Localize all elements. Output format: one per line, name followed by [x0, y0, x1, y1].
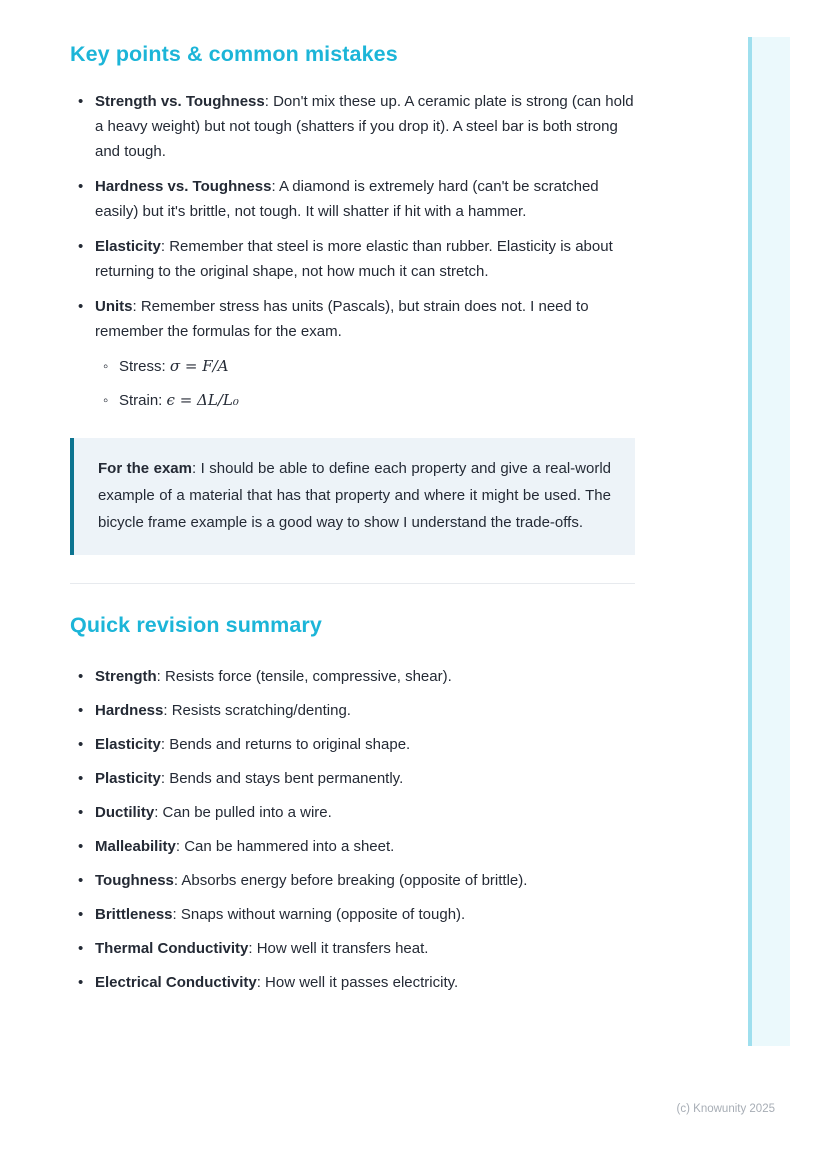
list-item-text: : Snaps without warning (opposite of tough).	[172, 906, 466, 923]
list-item	[70, 868, 635, 893]
callout-text: : I should be able to define each property and give a real-world example of a material that has that property and where it might be used. The bicycle frame example is a good way to show I understand the trade-offs.	[98, 460, 611, 531]
list-item-text: : Remember stress has units (Pascals), but strain does not. I need to remember the formulas for the exam.	[95, 298, 589, 340]
list-item-text: : Resists scratching/denting.	[163, 702, 351, 719]
list-item	[70, 294, 635, 414]
list-item-lead: Toughness	[95, 872, 174, 889]
list-item-lead: Elasticity	[95, 736, 161, 753]
list-item-text: : How well it transfers heat.	[248, 940, 429, 957]
sub-list-item	[95, 387, 635, 414]
decorative-side-strip	[748, 37, 790, 1046]
list-item-lead: Plasticity	[95, 770, 161, 787]
quick-revision-list	[70, 664, 635, 995]
list-item	[70, 970, 635, 995]
list-item-text: : A diamond is extremely hard (can't be scratched easily) but it's brittle, not tough. It will shatter if hit with a hammer.	[95, 178, 599, 220]
list-item-lead: Malleability	[95, 838, 176, 855]
list-item	[70, 936, 635, 961]
list-item	[70, 902, 635, 927]
list-item-text: : Don't mix these up. A ceramic plate is strong (can hold a heavy weight) but not tough (shatters if you drop it). A steel bar is both strong and tough.	[95, 93, 634, 160]
list-item-text: : Remember that steel is more elastic than rubber. Elasticity is about returning to the original shape, not how much it can stretch.	[95, 238, 613, 280]
exam-callout	[70, 438, 635, 555]
copyright-footer: (c) Knowunity 2025	[676, 1103, 775, 1115]
formula-strain: ϵ = ΔL/L₀	[166, 391, 239, 409]
page-content	[70, 0, 635, 1004]
formula-label: Stress:	[119, 358, 170, 375]
section-divider	[70, 583, 635, 584]
section-title-key-points: Key points & common mistakes	[70, 42, 398, 66]
list-item	[70, 89, 635, 164]
list-item	[70, 834, 635, 859]
list-item-lead: Strength vs. Toughness	[95, 93, 265, 110]
list-item-text: : Bends and stays bent permanently.	[160, 770, 404, 787]
list-item	[70, 698, 635, 723]
list-item-lead: Ductility	[95, 804, 155, 821]
list-item	[70, 664, 635, 689]
list-item-text: : Bends and returns to original shape.	[160, 736, 411, 753]
list-item	[70, 234, 635, 284]
list-item	[70, 732, 635, 757]
callout-lead: For the exam	[98, 460, 192, 477]
list-item-lead: Hardness vs. Toughness	[95, 178, 272, 195]
formula-sub-list	[95, 353, 635, 414]
list-item-text: : How well it passes electricity.	[256, 974, 459, 991]
list-item-text: : Resists force (tensile, compressive, shear).	[156, 668, 452, 685]
formula-label: Strain:	[119, 392, 167, 409]
list-item-lead: Elasticity	[95, 238, 161, 255]
list-item	[70, 800, 635, 825]
list-item-lead: Strength	[95, 668, 157, 685]
list-item-lead: Electrical Conductivity	[95, 974, 257, 991]
list-item-text: : Absorbs energy before breaking (opposite of brittle).	[173, 872, 528, 889]
formula-stress: σ = F/A	[169, 357, 229, 375]
section-title-quick-revision: Quick revision summary	[70, 613, 322, 637]
list-item-text: : Can be pulled into a wire.	[154, 804, 332, 821]
list-item	[70, 766, 635, 791]
list-item-lead: Units	[95, 298, 133, 315]
list-item-text: : Can be hammered into a sheet.	[175, 838, 395, 855]
list-item	[70, 174, 635, 224]
key-points-list	[70, 89, 635, 414]
list-item-lead: Hardness	[95, 702, 164, 719]
list-item-lead: Brittleness	[95, 906, 173, 923]
list-item-lead: Thermal Conductivity	[95, 940, 249, 957]
sub-list-item	[95, 353, 635, 380]
